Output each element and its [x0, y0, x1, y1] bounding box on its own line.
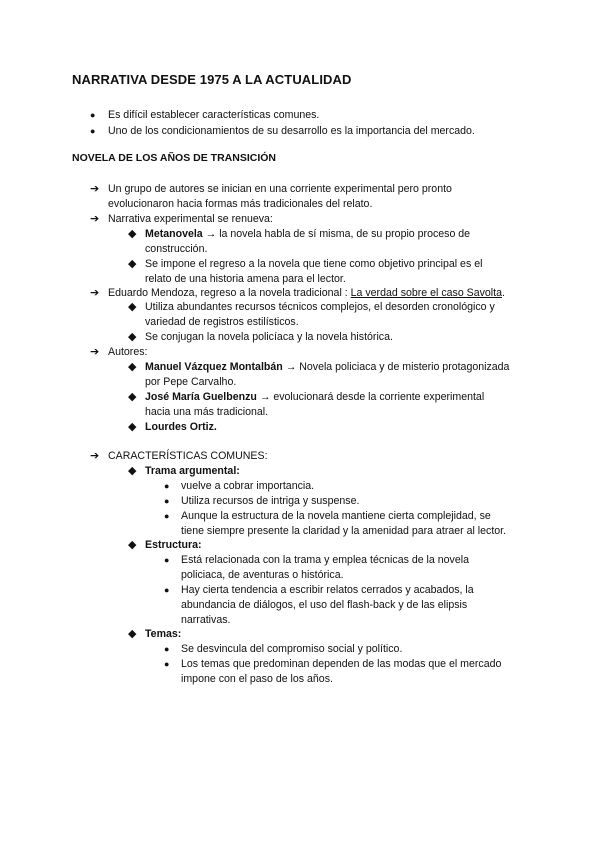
- bullet-dot: ●: [164, 644, 170, 654]
- mendoza-end: .: [502, 287, 505, 299]
- page-title: NARRATIVA DESDE 1975 A LA ACTUALIDAD: [72, 72, 352, 87]
- section-title: NOVELA DE LOS AÑOS DE TRANSICIÓN: [72, 152, 276, 164]
- autores-line: Autores:: [108, 346, 148, 358]
- vazquez-text: → Novela policiaca y de misterio protagonizada: [285, 361, 510, 373]
- arrow-marker: ➔: [90, 287, 100, 299]
- bullet-dot: ●: [164, 585, 170, 595]
- regreso-line-2: relato de una historia amena para el lector.: [145, 273, 346, 285]
- metanovela-text: → la novela habla de sí misma, de su propio proceso de: [205, 228, 471, 240]
- vazquez-line-1: [145, 360, 526, 375]
- ortiz-name: Lourdes Ortiz.: [145, 421, 217, 433]
- diamond-marker: ◆: [128, 539, 137, 551]
- trama-item-3-line-2: tiene siempre presente la claridad y la amenidad para atraer al lector.: [181, 525, 507, 537]
- bullet-dot: ●: [164, 659, 170, 669]
- estructura-item-2-line-3: narrativas.: [181, 614, 231, 626]
- intro-bullet-1: Es difícil establecer características comunes.: [108, 109, 320, 121]
- regreso-line-1: Se impone el regreso a la novela que tiene como objetivo principal es el: [145, 258, 483, 270]
- diamond-marker: ◆: [128, 628, 137, 640]
- grupo-line-2: evolucionaron hacia formas más tradicionales del relato.: [108, 198, 373, 210]
- diamond-marker: ◆: [128, 391, 137, 403]
- estructura-item-2-line-2: abundancia de diálogos, el uso del flash-back y de las elipsis: [181, 599, 468, 611]
- estructura-item-1-line-2: policiaca, de aventuras o histórica.: [181, 569, 344, 581]
- estructura-item-2-line-1: Hay cierta tendencia a escribir relatos cerrados y acabados, la: [181, 584, 474, 596]
- vazquez-line-2: por Pepe Carvalho.: [145, 376, 237, 388]
- diamond-marker: ◆: [128, 301, 137, 313]
- narrativa-line: Narrativa experimental se renueva:: [108, 213, 273, 225]
- diamond-marker: ◆: [128, 331, 137, 343]
- trama-item-1: vuelve a cobrar importancia.: [181, 480, 315, 492]
- bullet-dot: ●: [164, 555, 170, 565]
- guelbenzu-line-1: [145, 390, 526, 405]
- conjugan-line: Se conjugan la novela policíaca y la novela histórica.: [145, 331, 393, 343]
- mendoza-text: Eduardo Mendoza, regreso a la novela tradicional :: [108, 287, 351, 299]
- trama-item-2: Utiliza recursos de intriga y suspense.: [181, 495, 360, 507]
- recursos-line-1: Utiliza abundantes recursos técnicos complejos, el desorden cronológico y: [145, 301, 495, 313]
- mendoza-line: [108, 286, 505, 301]
- bullet-dot: ●: [164, 511, 170, 521]
- vazquez-name: Manuel Vázquez Montalbán: [145, 361, 283, 373]
- grupo-line-1: Un grupo de autores se inician en una corriente experimental pero pronto: [108, 183, 452, 195]
- arrow-marker: ➔: [90, 183, 100, 195]
- estructura-item-1-line-1: Está relacionada con la trama y emplea técnicas de la novela: [181, 554, 469, 566]
- metanovela-line-2: construcción.: [145, 243, 208, 255]
- guelbenzu-text: → evolucionará desde la corriente experimental: [259, 391, 485, 403]
- temas-title-text: Temas:: [145, 628, 182, 640]
- trama-item-3-line-1: Aunque la estructura de la novela mantiene cierta complejidad, se: [181, 510, 491, 522]
- guelbenzu-line-2: hacia una más tradicional.: [145, 406, 269, 418]
- estructura-title: [145, 538, 202, 553]
- recursos-line-2: variedad de registros estilísticos.: [145, 316, 299, 328]
- bullet-dot: ●: [90, 110, 96, 120]
- trama-title-text: Trama argumental:: [145, 465, 240, 477]
- diamond-marker: ◆: [128, 421, 137, 433]
- metanovela-term: Metanovela: [145, 228, 203, 240]
- temas-item-2-line-2: impone con el paso de los años.: [181, 673, 333, 685]
- temas-item-2-line-1: Los temas que predominan dependen de las modas que el mercado: [181, 658, 502, 670]
- diamond-marker: ◆: [128, 258, 137, 270]
- trama-title: [145, 464, 240, 479]
- bullet-dot: ●: [164, 496, 170, 506]
- mendoza-book-title: La verdad sobre el caso Savolta: [350, 287, 502, 299]
- bullet-dot: ●: [90, 126, 96, 136]
- arrow-marker: ➔: [90, 450, 100, 462]
- arrow-marker: ➔: [90, 346, 100, 358]
- ortiz-line: [145, 420, 217, 435]
- diamond-marker: ◆: [128, 465, 137, 477]
- temas-title: [145, 627, 181, 642]
- caracteristicas-line: CARACTERÍSTICAS COMUNES:: [108, 450, 268, 462]
- estructura-title-text: Estructura:: [145, 539, 202, 551]
- intro-bullet-2: Uno de los condicionamientos de su desarrollo es la importancia del mercado.: [108, 125, 475, 137]
- diamond-marker: ◆: [128, 228, 137, 240]
- temas-item-1: Se desvincula del compromiso social y político.: [181, 643, 403, 655]
- bullet-dot: ●: [164, 481, 170, 491]
- metanovela-line-1: [145, 227, 526, 242]
- arrow-marker: ➔: [90, 213, 100, 225]
- diamond-marker: ◆: [128, 361, 137, 373]
- guelbenzu-name: José María Guelbenzu: [145, 391, 257, 403]
